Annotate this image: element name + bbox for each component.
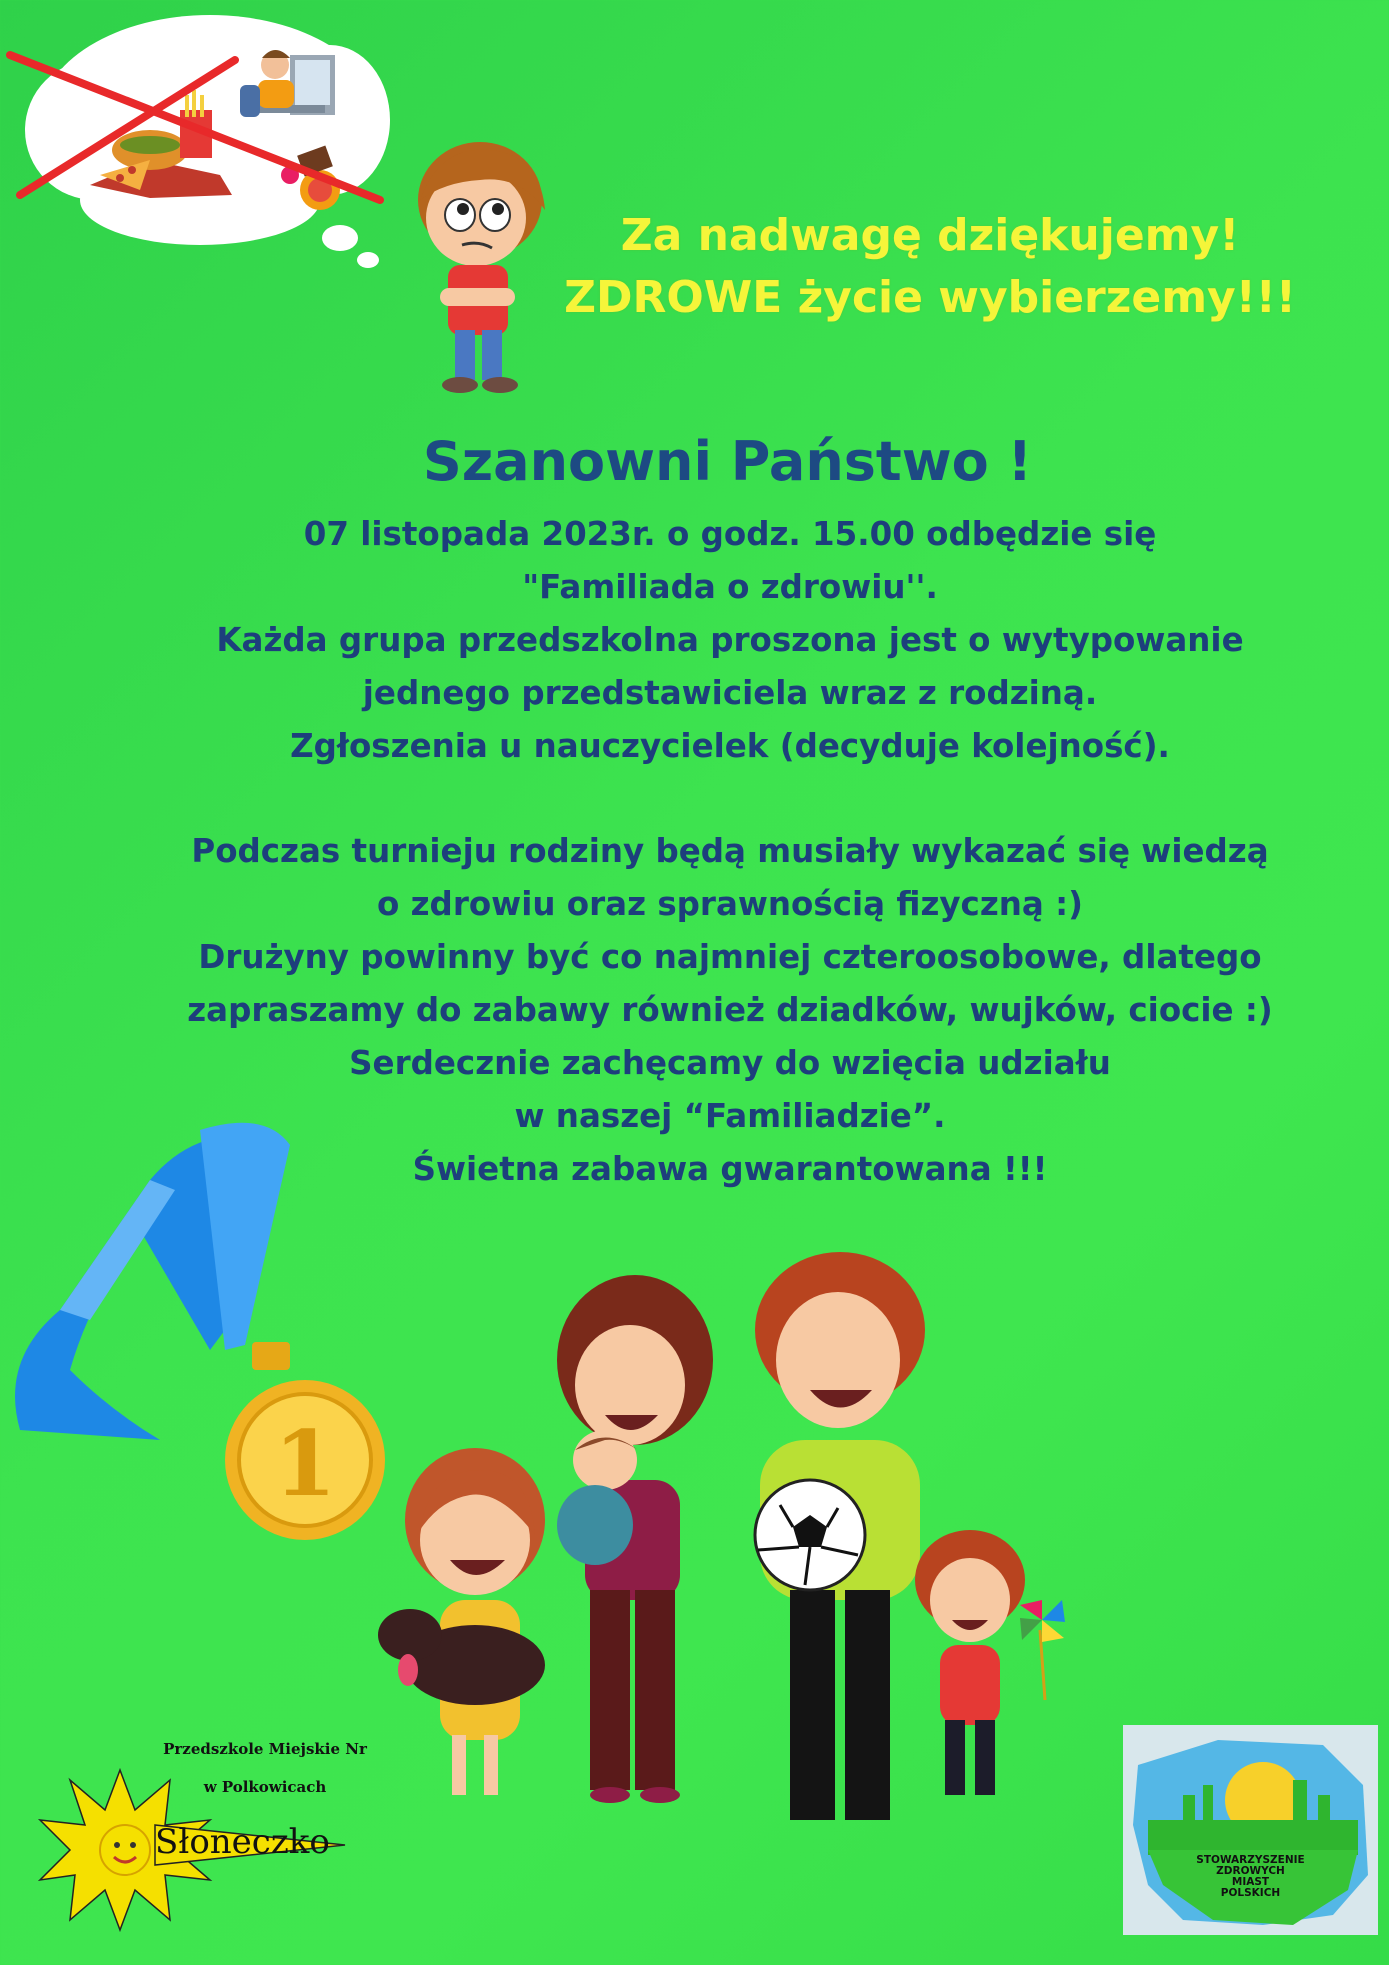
- paragraph-1-line: jednego przedstawiciela wraz z rodziną.: [362, 674, 1098, 712]
- paragraph-spacer: [130, 773, 1330, 825]
- thought-bubble-illustration: [0, 0, 400, 280]
- association-logo: [1123, 1725, 1378, 1935]
- medal-number: 1: [273, 1411, 337, 1517]
- association-line-3: MIAST: [1231, 1876, 1270, 1888]
- paragraph-2-line: Serdecznie zachęcamy do wzięcia udziału: [349, 1044, 1111, 1082]
- preschool-logo-name: Słoneczko: [155, 1822, 330, 1862]
- poland-map-icon: [1123, 1725, 1378, 1935]
- paragraph-2-line: Podczas turnieju rodziny będą musiały wykazać się wiedzą: [191, 832, 1269, 870]
- invitation-text: [130, 508, 1330, 1196]
- paragraph-2-line: Drużyny powinny być co najmniej czteroosobowe, dlatego: [198, 938, 1262, 976]
- tagline-line-2: ZDROWE życie wybierzemy!!!: [564, 272, 1296, 323]
- preschool-city: w Polkowicach: [203, 1778, 327, 1796]
- father-with-ball-icon: [755, 1252, 925, 1820]
- gold-medal-illustration: [0, 1110, 400, 1517]
- paragraph-1-line: 07 listopada 2023r. o godz. 15.00 odbędzie się: [303, 515, 1157, 553]
- association-line-4: POLSKICH: [1220, 1887, 1281, 1899]
- paragraph-1-line: Każda grupa przedszkolna proszona jest o wytypowanie: [216, 621, 1244, 659]
- tagline-line-1: Za nadwagę dziękujemy!: [620, 210, 1240, 261]
- paragraph-2-line: o zdrowiu oraz sprawnością fizyczną :): [377, 885, 1083, 923]
- boy-with-pinwheel-icon: [915, 1530, 1065, 1795]
- girl-with-dog-icon: [378, 1448, 545, 1795]
- association-line-1: STOWARZYSZENIE: [1196, 1854, 1305, 1866]
- mother-with-baby-icon: [557, 1275, 713, 1803]
- paragraph-1-line: "Familiada o zdrowiu''.: [522, 568, 938, 606]
- preschool-name: Przedszkole Miejskie Nr: [163, 1740, 367, 1758]
- association-line-2: ZDROWYCH: [1216, 1865, 1285, 1877]
- tagline: [520, 205, 1340, 329]
- family-illustration: [380, 1250, 1100, 1850]
- paragraph-2-line: Świetna zabawa gwarantowana !!!: [412, 1150, 1048, 1188]
- paragraph-2-line: w naszej “Familiadzie”.: [514, 1097, 946, 1135]
- page-title: Szanowni Państwo !: [422, 430, 1033, 493]
- paragraph-2-line: zapraszamy do zabawy również dziadków, wujków, ciocie :): [187, 991, 1273, 1029]
- paragraph-1-line: Zgłoszenia u nauczycielek (decyduje kolejność).: [290, 727, 1170, 765]
